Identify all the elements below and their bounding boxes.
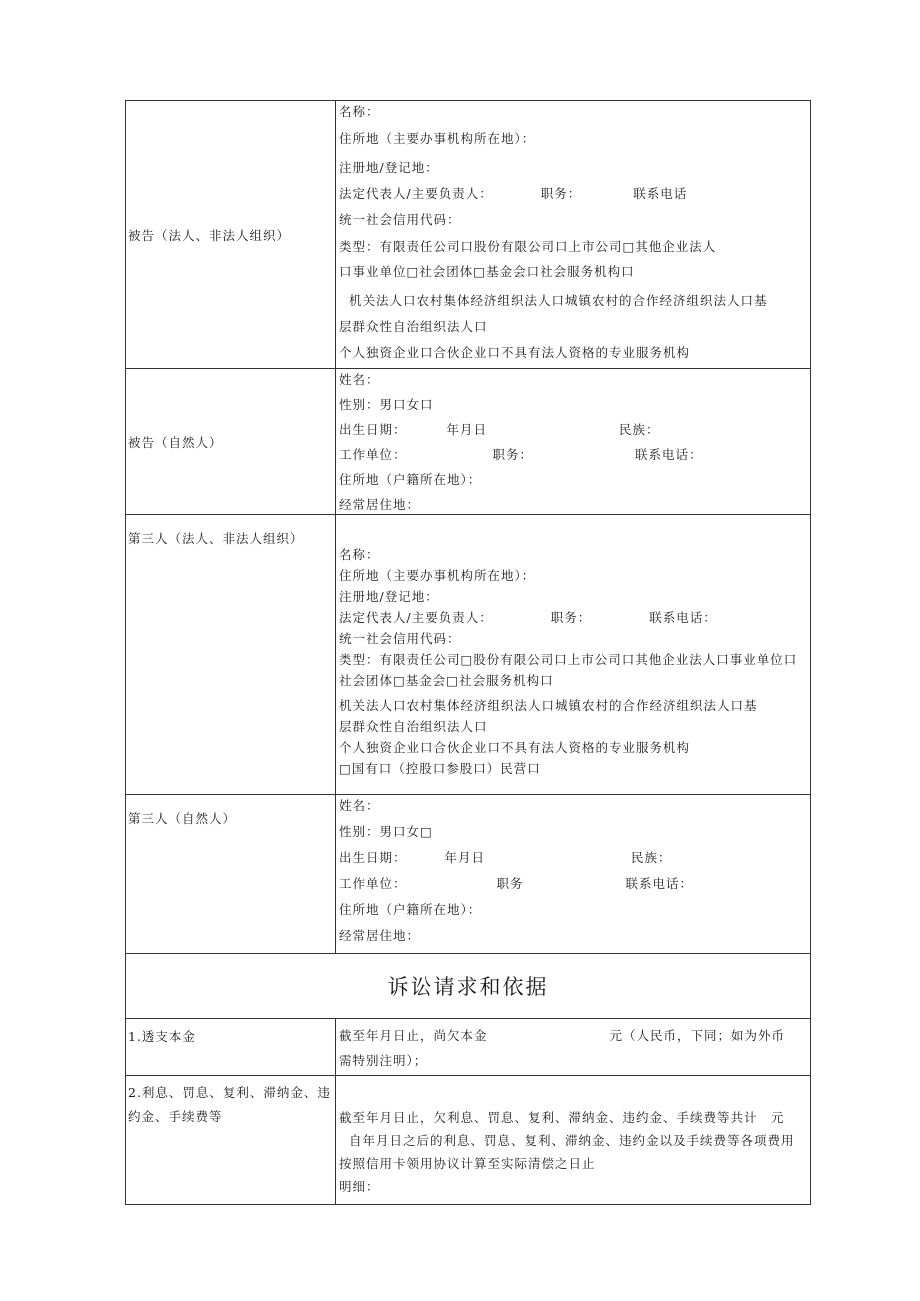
defendant-org-credit-code-field: 统一社会信用代码： xyxy=(339,212,461,227)
birth-date-label: 出生日期： xyxy=(339,850,407,865)
third-party-org-type-line-4: 层群众性自治组织法人口 xyxy=(339,719,488,734)
third-party-org-type-line-3: 机关法人口农村集体经济组织法人口城镇农村的合作经济组织法人口基 xyxy=(339,698,758,713)
birth-date-value: 年月日 xyxy=(444,850,486,865)
position-label: 职务： xyxy=(492,447,534,462)
claim-1-principal-row xyxy=(339,1027,808,1044)
defendant-person-name-field: 姓名： xyxy=(339,372,380,387)
third-party-org-type-line-2: 社会团体□基金会□社会服务机构口 xyxy=(339,673,554,688)
defendant-org-fields xyxy=(336,101,811,369)
third-party-person-label: 第三人（自然人） xyxy=(128,811,237,826)
defendant-person-fields xyxy=(336,369,811,515)
claims-section-row xyxy=(126,954,811,1019)
representative-label: 法定代表人/主要负责人： xyxy=(339,186,493,201)
third-party-org-row xyxy=(126,515,811,795)
birth-date-label: 出生日期： xyxy=(339,422,407,437)
claim-1-label: 1.透支本金 xyxy=(128,1029,196,1044)
defendant-org-registration-field: 注册地/登记地： xyxy=(339,160,439,175)
third-party-person-residence-field: 经常居住地： xyxy=(339,928,421,943)
third-party-org-type-line-5: 个人独资企业口合伙企业口不具有法人资格的专业服务机构 xyxy=(339,740,691,755)
third-party-person-birth-row xyxy=(339,849,808,866)
defendant-org-type-line-2: 口事业单位□社会团体□基金会口社会服务机构口 xyxy=(339,264,635,279)
defendant-person-label-cell xyxy=(126,369,336,515)
defendant-org-representative-row xyxy=(339,185,808,202)
third-party-person-work-row xyxy=(339,875,808,892)
currency-note: 元（人民币，下同；如为外币 xyxy=(609,1028,786,1043)
defendant-org-type-line-3: 机关法人口农村集体经济组织法人口城镇农村的合作经济组织法人口基 xyxy=(339,293,768,308)
position-label: 职务： xyxy=(550,610,592,625)
third-party-org-label-cell xyxy=(126,515,336,795)
third-party-person-address-field: 住所地（户籍所在地）： xyxy=(339,902,482,917)
defendant-org-type-line-1: 类型：有限责任公司口股份有限公司口上市公司□其他企业法人 xyxy=(339,239,717,254)
phone-label: 联系电话 xyxy=(633,186,688,201)
defendant-org-name-field: 名称： xyxy=(339,104,380,119)
third-party-org-type-line-1: 类型：有限责任公司□股份有限公司口上市公司口其他企业法人口事业单位口 xyxy=(339,652,798,667)
claim-1-row xyxy=(126,1019,811,1076)
defendant-org-address-field: 住所地（主要办事机构所在地）： xyxy=(339,131,536,146)
claim-1-label-cell xyxy=(126,1019,336,1076)
third-party-person-name-field: 姓名： xyxy=(339,798,380,813)
phone-label: 联系电话： xyxy=(649,610,717,625)
defendant-org-type-line-4: 层群众性自治组织法人口 xyxy=(339,319,488,334)
third-party-org-name-field: 名称： xyxy=(339,547,380,562)
third-party-org-representative-row xyxy=(339,609,808,626)
third-party-person-fields xyxy=(336,795,811,954)
defendant-person-row xyxy=(126,369,811,515)
complaint-form-table xyxy=(125,100,811,1205)
defendant-person-birth-row xyxy=(339,421,808,438)
third-party-person-row xyxy=(126,795,811,954)
work-unit-label: 工作单位： xyxy=(339,876,407,891)
defendant-org-label-cell xyxy=(126,101,336,369)
defendant-person-residence-field: 经常居住地： xyxy=(339,497,421,512)
position-label: 职务 xyxy=(496,876,524,891)
claims-section-title: 诉讼请求和依据 xyxy=(126,954,811,1019)
claim-2-label-line-1: 2.利息、罚息、复利、滞纳金、违 xyxy=(128,1085,331,1100)
defendant-org-type-line-5: 个人独资企业口合伙企业口不具有法人资格的专业服务机构 xyxy=(339,345,691,360)
defendant-person-work-row xyxy=(339,446,808,463)
defendant-org-label: 被告（法人、非法人组织） xyxy=(128,227,291,243)
third-party-org-fields xyxy=(336,515,811,795)
third-party-org-address-field: 住所地（主要办事机构所在地）： xyxy=(339,568,536,583)
work-unit-label: 工作单位： xyxy=(339,447,407,462)
third-party-org-label: 第三人（法人、非法人组织） xyxy=(128,531,304,546)
phone-label: 联系电话： xyxy=(625,876,694,891)
claim-1-fields xyxy=(336,1019,811,1076)
claim-2-label-line-2: 约金、手续费等 xyxy=(128,1109,223,1124)
third-party-person-gender-field: 性别：男口女□ xyxy=(339,824,433,839)
ethnicity-label: 民族： xyxy=(631,850,672,865)
claim-2-row xyxy=(126,1076,811,1205)
claim-1-currency-note-line: 需特别注明）； xyxy=(339,1053,428,1068)
defendant-person-gender-field: 性别：男口女口 xyxy=(339,397,434,412)
principal-due-text: 截至年月日止，尚欠本金 xyxy=(339,1028,488,1043)
claim-2-fields xyxy=(336,1076,811,1205)
claim-2-details-label: 明细： xyxy=(339,1179,380,1194)
representative-label: 法定代表人/主要负责人： xyxy=(339,610,493,625)
third-party-person-label-cell xyxy=(126,795,336,954)
claim-2-total-line: 截至年月日止，欠利息、罚息、复利、滞纳金、违约金、手续费等共计 元 xyxy=(339,1110,785,1125)
third-party-org-registration-field: 注册地/登记地： xyxy=(339,589,439,604)
defendant-org-row xyxy=(126,101,811,369)
third-party-org-ownership-line: □国有口（控股口参股口）民营口 xyxy=(339,761,541,776)
claim-2-continuing-fees-line: 自年月日之后的利息、罚息、复利、滞纳金、违约金以及手续费等各项费用 xyxy=(339,1133,795,1148)
ethnicity-label: 民族： xyxy=(619,422,660,437)
third-party-org-credit-code-field: 统一社会信用代码： xyxy=(339,631,461,646)
claim-2-label-cell xyxy=(126,1076,336,1205)
birth-date-value: 年月日 xyxy=(446,422,488,437)
defendant-person-address-field: 住所地（户籍所在地）： xyxy=(339,472,482,487)
claim-2-calculation-basis-line: 按照信用卡领用协议计算至实际清偿之日止 xyxy=(339,1156,596,1171)
phone-label: 联系电话： xyxy=(635,447,703,462)
defendant-person-label: 被告（自然人） xyxy=(128,434,223,450)
position-label: 职务： xyxy=(540,186,582,201)
